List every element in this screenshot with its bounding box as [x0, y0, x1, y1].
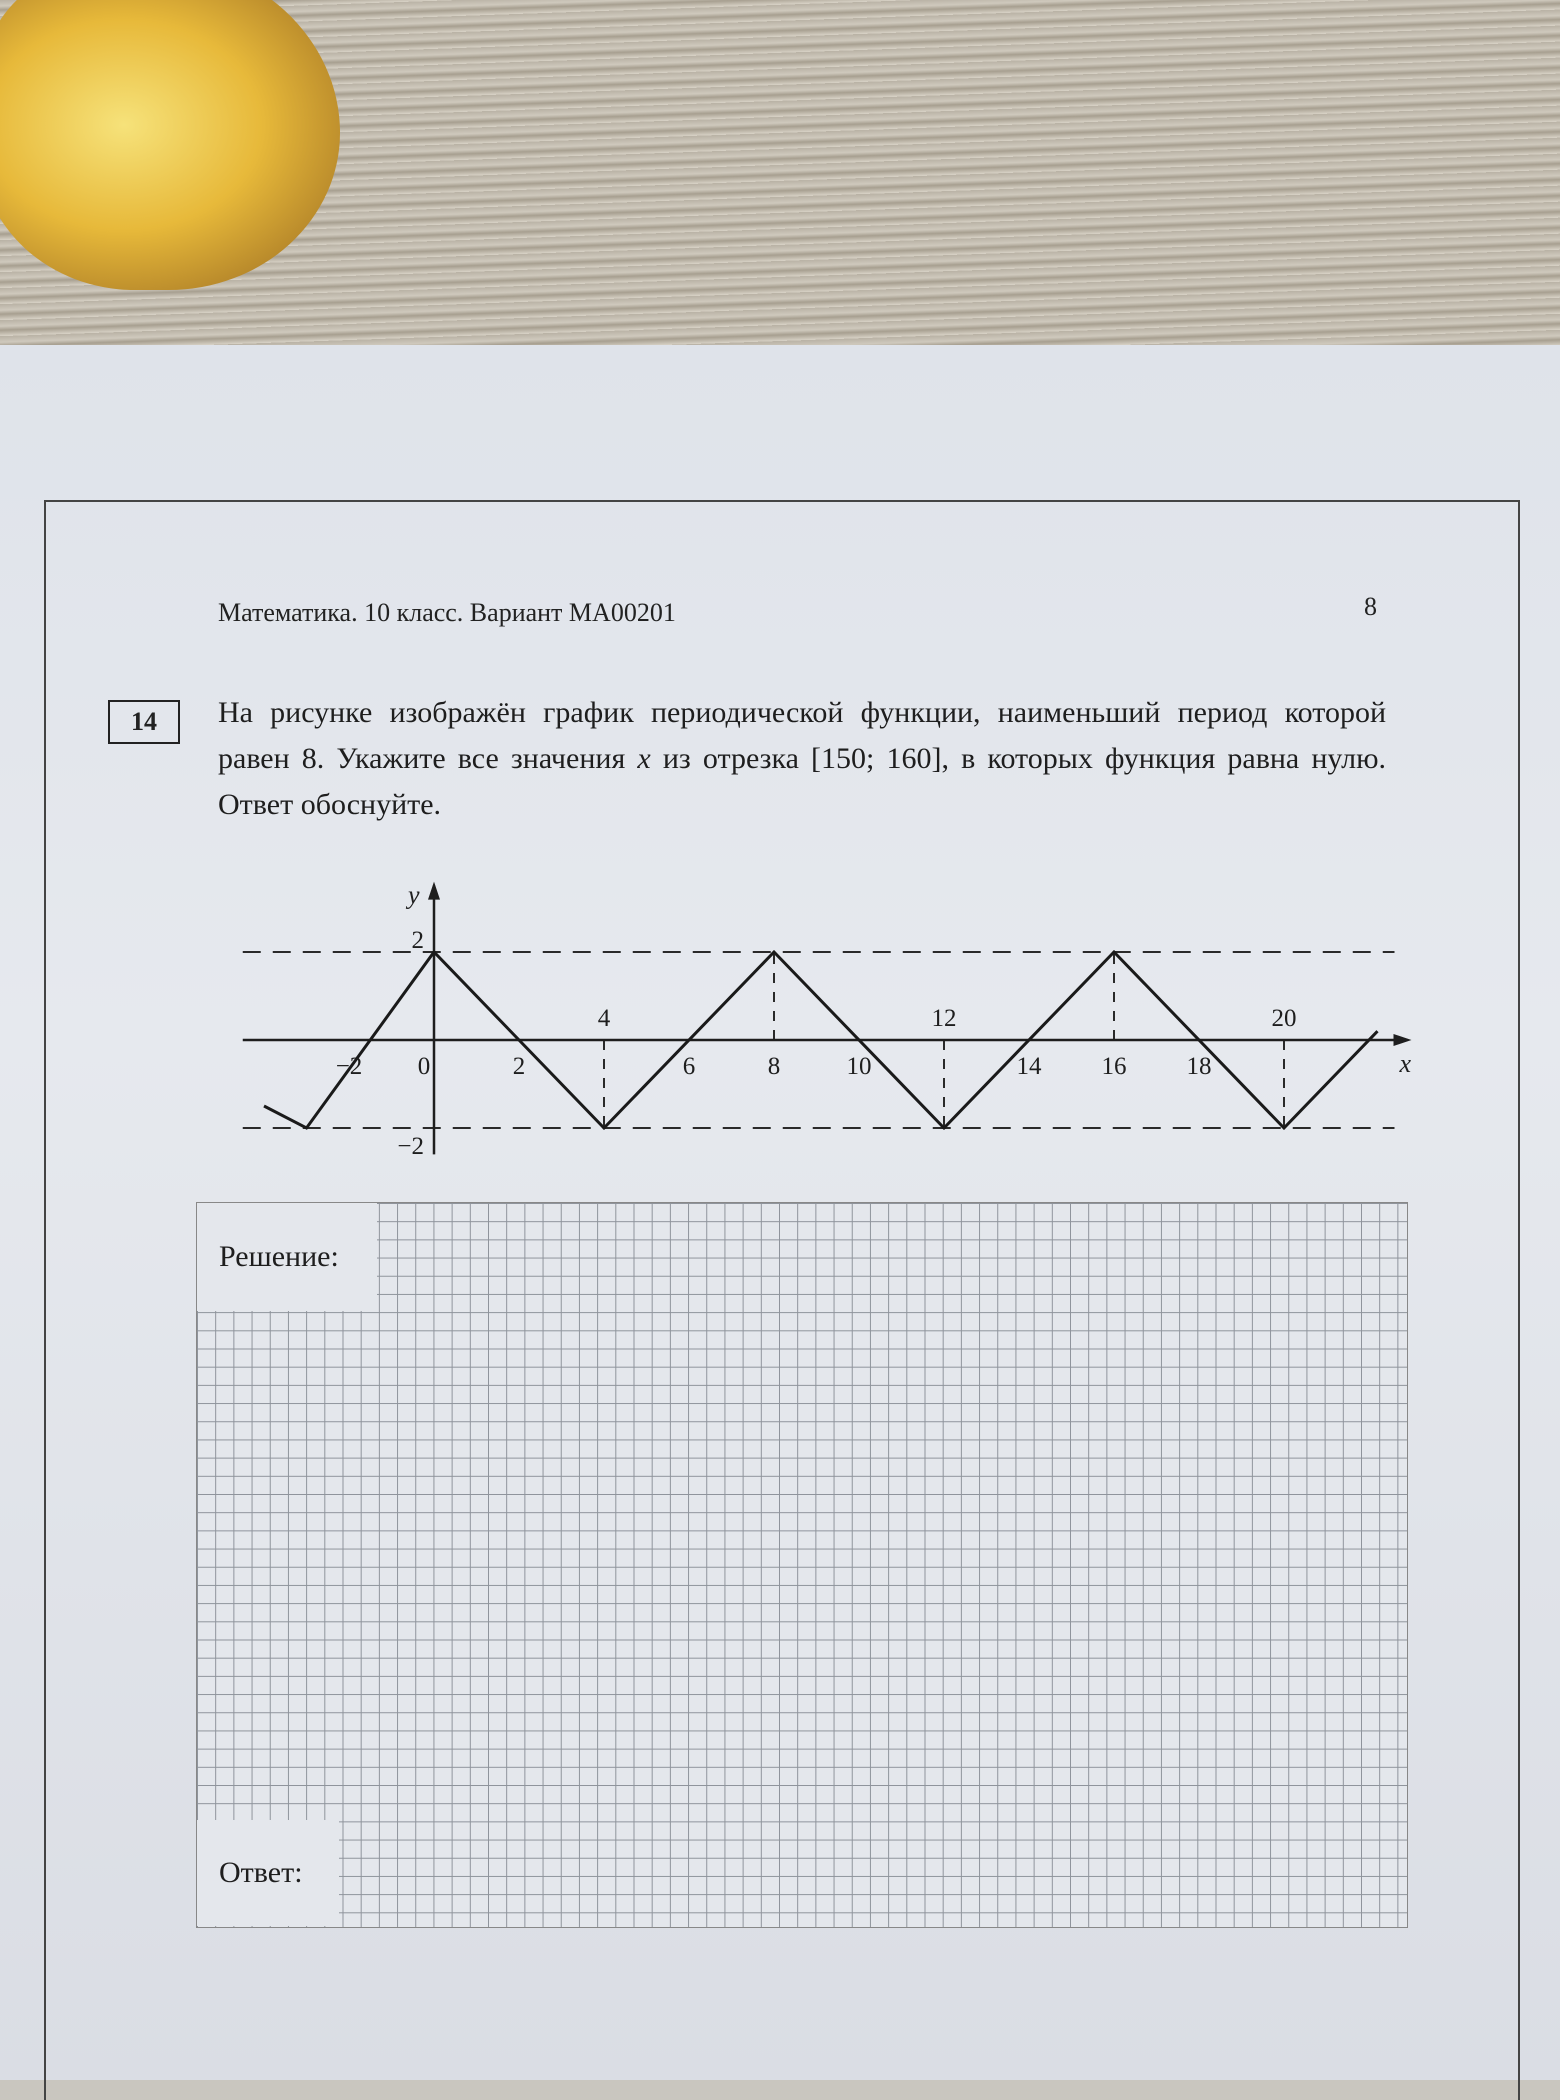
x-axis-arrow [1394, 1034, 1412, 1046]
x-tick-label: 18 [1186, 1053, 1212, 1080]
x-tick-label: 4 [597, 1005, 611, 1032]
task-text-part1: На рисунке изображён график периодической функции, наименьший период которой равен 8. Укажите все значения [218, 696, 1386, 775]
x-tick-label: 20 [1271, 1005, 1297, 1032]
x-tick-label: 2 [512, 1053, 526, 1080]
x-tick-label: 0 [417, 1053, 431, 1080]
x-tick-label: −2 [335, 1053, 363, 1080]
solution-label: Решение: [197, 1203, 377, 1311]
y-tick-label: −2 [397, 1133, 424, 1160]
y-axis-label: y [408, 880, 420, 910]
y-tick-label: 2 [411, 927, 424, 954]
task-statement [218, 690, 1386, 828]
x-tick-label: 10 [846, 1053, 872, 1080]
function-graph [210, 860, 1430, 1200]
page-header: Математика. 10 класс. Вариант МА00201 [218, 598, 676, 627]
x-tick-label: 14 [1016, 1053, 1042, 1080]
y-axis-arrow [428, 882, 440, 900]
solution-grid[interactable] [196, 1202, 1408, 1928]
page-number: 8 [1364, 592, 1377, 621]
x-tick-label: 16 [1101, 1053, 1127, 1080]
task-text-part2: из отрезка [150; 160], в которых функция равна нулю. Ответ обоснуйте. [218, 742, 1386, 821]
x-axis-label: x [1399, 1049, 1412, 1078]
answer-label: Ответ: [197, 1820, 339, 1926]
x-tick-label: 8 [767, 1053, 781, 1080]
task-number: 14 [108, 700, 180, 744]
task-variable: x [637, 742, 651, 775]
x-tick-label: 6 [682, 1053, 696, 1080]
x-tick-label: 12 [931, 1005, 957, 1032]
